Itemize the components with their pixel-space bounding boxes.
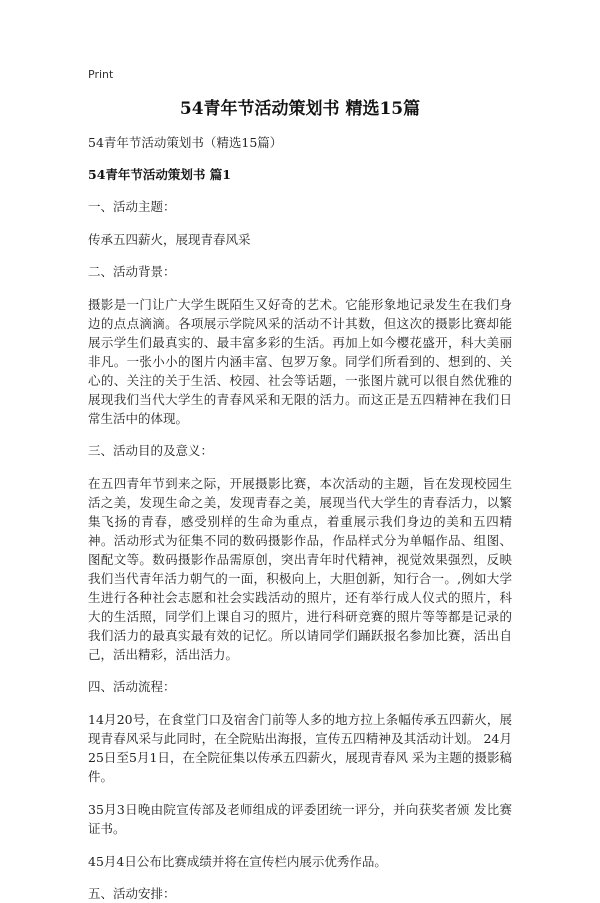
- print-label: Print: [88, 68, 114, 81]
- heading-activity-theme: 一、活动主题：: [88, 199, 176, 214]
- document-title: 54青年节活动策划书 精选15篇: [179, 99, 421, 119]
- heading-activity-arrangement: 五、活动安排：: [88, 886, 176, 901]
- paragraph-process-step-4: 45月4日公布比赛成绩并将在宣传栏内展示优秀作品。: [88, 854, 387, 869]
- heading-activity-purpose: 三、活动目的及意义：: [88, 443, 214, 458]
- paragraph-activity-background: 摄影是一门让广大学生既陌生又好奇的艺术。它能形象地记录发生在我们身边的点点滴滴。各项展示学院风采的活动不计其数，但这次的摄影比赛却能展示学生们最真实的、最丰富多彩的生活。再加上如今樱花盛开，科大美丽非凡。一张小小的图片内涵丰富、包罗万象。同学们所看到的、想到的、关心的、关注的关于生活、校园、社会等话题，一张图片就可以很自然优雅的展现我们当代大学生的青春风采和无限的活力。而这正是五四精神在我们日常生活中的体现。: [88, 297, 512, 426]
- paragraph-process-step-1: 14月20号，在食堂门口及宿舍门前等人多的地方拉上条幅传承五四薪火，展现青春风采与此同时，在全院贴出海报，宣传五四精神及其活动计划。 24月25日至5月1日，在全院征集以传承五四薪火，展现青春风 采为主题的摄影稿件。: [88, 712, 512, 784]
- paragraph-process-step-3: 35月3日晚由院宣传部及老师组成的评委团统一评分，并向获奖者颁 发比赛证书。: [88, 802, 512, 836]
- paragraph-activity-theme: 传承五四薪火，展现青春风采: [88, 232, 251, 247]
- section-title: 54青年节活动策划书 篇1: [88, 167, 231, 182]
- heading-activity-background: 二、活动背景：: [88, 264, 176, 279]
- heading-activity-process: 四、活动流程：: [88, 679, 176, 694]
- paragraph-activity-purpose: 在五四青年节到来之际，开展摄影比赛，本次活动的主题，旨在发现校园生活之美，发现生命之美，发现青春之美，展现当代大学生的青春活力，以繁集飞扬的青春，感受别样的生命为重点，着重展示我们身边的美和五四精神。活动形式为征集不同的数码摄影作品，作品样式分为单幅作品、组图、图配文等。数码摄影作品需原创，突出青年时代精神，视觉效果强烈，反映我们当代青年活力朝气的一面，积极向上，大胆创新，知行合一。,例如大学生进行各种社会志愿和社会实践活动的照片，还有举行成人仪式的照片，科大的生活照，同学们上课自习的照片，进行科研竞赛的照片等等都是记录的我们活力的最真实最有效的记忆。所以请同学们踊跃报名参加比赛，活出自己，活出精彩，活出活力。: [88, 476, 512, 662]
- document-subtitle: 54青年节活动策划书（精选15篇）: [88, 135, 283, 150]
